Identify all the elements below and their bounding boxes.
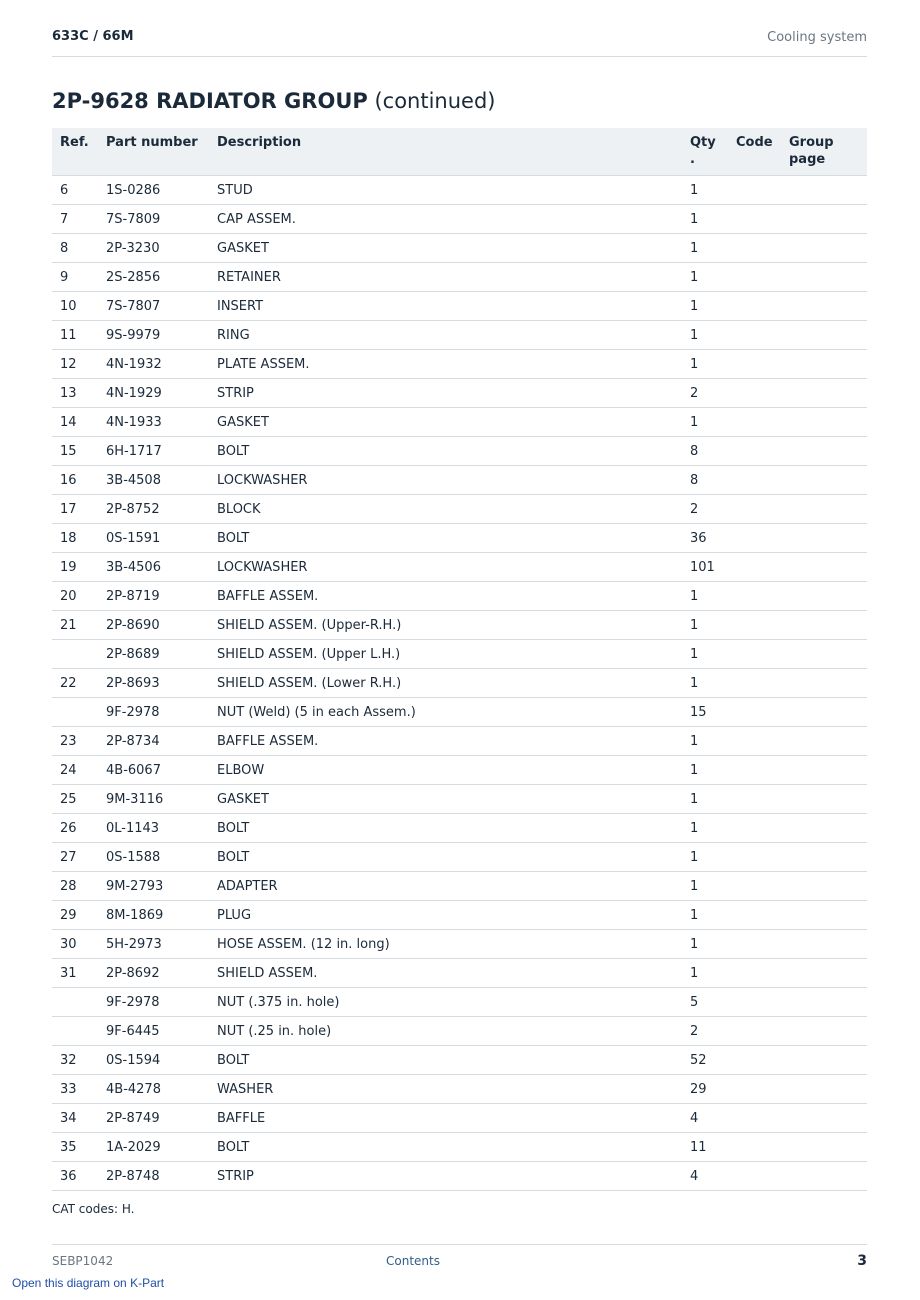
cell-part-number: 9M-2793: [98, 872, 209, 901]
cell-ref: 36: [52, 1162, 98, 1191]
cell-qty: 4: [682, 1104, 728, 1133]
cell-description: RING: [209, 321, 682, 350]
cell-group-page: [781, 176, 867, 205]
parts-table: [52, 128, 867, 1191]
cell-description: SHIELD ASSEM. (Upper L.H.): [209, 640, 682, 669]
cell-description: BOLT: [209, 437, 682, 466]
table-row: [52, 901, 867, 930]
cell-code: [728, 785, 781, 814]
cell-qty: 1: [682, 292, 728, 321]
cell-qty: 8: [682, 466, 728, 495]
cell-qty: 36: [682, 524, 728, 553]
cell-part-number: 7S-7807: [98, 292, 209, 321]
cell-description: GASKET: [209, 234, 682, 263]
cell-group-page: [781, 1104, 867, 1133]
cell-part-number: 0S-1591: [98, 524, 209, 553]
cell-description: BAFFLE ASSEM.: [209, 727, 682, 756]
cell-qty: 5: [682, 988, 728, 1017]
cell-qty: 1: [682, 843, 728, 872]
cell-group-page: [781, 1075, 867, 1104]
cell-ref: 30: [52, 930, 98, 959]
cell-qty: 1: [682, 350, 728, 379]
cell-ref: 22: [52, 669, 98, 698]
cell-description: STRIP: [209, 379, 682, 408]
cell-part-number: 0S-1588: [98, 843, 209, 872]
cell-ref: 11: [52, 321, 98, 350]
cell-code: [728, 205, 781, 234]
document-id: SEBP1042: [52, 1254, 114, 1268]
cell-code: [728, 292, 781, 321]
cell-group-page: [781, 379, 867, 408]
cell-qty: 1: [682, 756, 728, 785]
cell-code: [728, 437, 781, 466]
cell-ref: 20: [52, 582, 98, 611]
table-row: [52, 263, 867, 292]
cell-qty: 1: [682, 234, 728, 263]
cell-qty: 15: [682, 698, 728, 727]
cell-description: PLUG: [209, 901, 682, 930]
cell-ref: 21: [52, 611, 98, 640]
cell-group-page: [781, 843, 867, 872]
cell-code: [728, 234, 781, 263]
cell-qty: 1: [682, 669, 728, 698]
cell-group-page: [781, 814, 867, 843]
table-row: [52, 785, 867, 814]
cell-ref: 32: [52, 1046, 98, 1075]
cell-code: [728, 350, 781, 379]
table-header-row: [52, 128, 867, 176]
cell-ref: 29: [52, 901, 98, 930]
cell-part-number: 1A-2029: [98, 1133, 209, 1162]
cell-ref: 26: [52, 814, 98, 843]
cell-ref: [52, 698, 98, 727]
cell-description: STUD: [209, 176, 682, 205]
cell-description: INSERT: [209, 292, 682, 321]
cell-qty: 1: [682, 263, 728, 292]
cell-group-page: [781, 321, 867, 350]
cell-part-number: 2P-8748: [98, 1162, 209, 1191]
kpart-diagram-link[interactable]: Open this diagram on K-Part: [12, 1276, 165, 1290]
cell-part-number: 4N-1929: [98, 379, 209, 408]
cell-qty: 1: [682, 872, 728, 901]
cell-part-number: 8M-1869: [98, 901, 209, 930]
cell-group-page: [781, 553, 867, 582]
page-footer: [52, 1244, 867, 1275]
cell-ref: 34: [52, 1104, 98, 1133]
cell-code: [728, 524, 781, 553]
table-row: [52, 727, 867, 756]
cell-description: BAFFLE ASSEM.: [209, 582, 682, 611]
cell-qty: 1: [682, 205, 728, 234]
cell-ref: 35: [52, 1133, 98, 1162]
cell-part-number: 0L-1143: [98, 814, 209, 843]
section-label: Cooling system: [767, 30, 867, 45]
cell-description: SHIELD ASSEM. (Lower R.H.): [209, 669, 682, 698]
cell-qty: 1: [682, 176, 728, 205]
table-row: [52, 495, 867, 524]
cell-part-number: 0S-1594: [98, 1046, 209, 1075]
cell-group-page: [781, 1162, 867, 1191]
cell-part-number: 2P-8692: [98, 959, 209, 988]
cell-group-page: [781, 205, 867, 234]
cell-qty: 101: [682, 553, 728, 582]
cell-ref: 13: [52, 379, 98, 408]
cell-group-page: [781, 524, 867, 553]
col-header-group-page-label: Group page: [789, 135, 834, 167]
cell-group-page: [781, 1133, 867, 1162]
table-row: [52, 408, 867, 437]
table-row: [52, 959, 867, 988]
table-row: [52, 292, 867, 321]
cell-part-number: 2P-8749: [98, 1104, 209, 1133]
cell-part-number: 2P-8719: [98, 582, 209, 611]
cell-description: GASKET: [209, 785, 682, 814]
cell-part-number: 9S-9979: [98, 321, 209, 350]
col-header-qty-label: Qty .: [690, 135, 716, 167]
cell-group-page: [781, 959, 867, 988]
cell-qty: 8: [682, 437, 728, 466]
cell-group-page: [781, 640, 867, 669]
col-header-ref: Ref.: [52, 128, 98, 176]
table-row: [52, 843, 867, 872]
cell-part-number: 9F-6445: [98, 1017, 209, 1046]
cell-code: [728, 1075, 781, 1104]
cell-description: NUT (.25 in. hole): [209, 1017, 682, 1046]
cell-qty: 29: [682, 1075, 728, 1104]
cell-code: [728, 1104, 781, 1133]
cell-description: ELBOW: [209, 756, 682, 785]
cell-part-number: 7S-7809: [98, 205, 209, 234]
cell-code: [728, 901, 781, 930]
cell-group-page: [781, 1017, 867, 1046]
cell-ref: 24: [52, 756, 98, 785]
table-row: [52, 553, 867, 582]
cell-group-page: [781, 611, 867, 640]
cell-description: BOLT: [209, 1046, 682, 1075]
cell-part-number: 4B-6067: [98, 756, 209, 785]
cell-group-page: [781, 234, 867, 263]
table-row: [52, 1075, 867, 1104]
cell-description: STRIP: [209, 1162, 682, 1191]
title-suffix: (continued): [374, 89, 496, 113]
table-row: [52, 205, 867, 234]
cell-description: ADAPTER: [209, 872, 682, 901]
cell-qty: 1: [682, 640, 728, 669]
cell-description: BOLT: [209, 843, 682, 872]
col-header-qty: [682, 128, 728, 176]
cell-code: [728, 379, 781, 408]
page-number: 3: [857, 1253, 867, 1269]
cell-description: WASHER: [209, 1075, 682, 1104]
cell-code: [728, 466, 781, 495]
cat-codes: CAT codes: H.: [52, 1202, 135, 1216]
cell-ref: [52, 988, 98, 1017]
cell-part-number: 2P-8734: [98, 727, 209, 756]
cell-code: [728, 495, 781, 524]
cell-description: HOSE ASSEM. (12 in. long): [209, 930, 682, 959]
table-row: [52, 1162, 867, 1191]
cell-part-number: 9F-2978: [98, 988, 209, 1017]
cell-code: [728, 1046, 781, 1075]
cell-group-page: [781, 988, 867, 1017]
cell-ref: 10: [52, 292, 98, 321]
cell-description: BOLT: [209, 814, 682, 843]
cell-code: [728, 1162, 781, 1191]
cell-ref: [52, 640, 98, 669]
cell-group-page: [781, 901, 867, 930]
cell-ref: 14: [52, 408, 98, 437]
cell-qty: 2: [682, 1017, 728, 1046]
cell-ref: 23: [52, 727, 98, 756]
cell-part-number: 2S-2856: [98, 263, 209, 292]
table-row: [52, 698, 867, 727]
table-row: [52, 379, 867, 408]
cell-code: [728, 959, 781, 988]
table-row: [52, 640, 867, 669]
cell-group-page: [781, 727, 867, 756]
cell-ref: 31: [52, 959, 98, 988]
cell-qty: 1: [682, 408, 728, 437]
cell-part-number: 4N-1933: [98, 408, 209, 437]
cell-qty: 2: [682, 379, 728, 408]
cell-part-number: 2P-8689: [98, 640, 209, 669]
cell-code: [728, 698, 781, 727]
cell-group-page: [781, 437, 867, 466]
cell-code: [728, 756, 781, 785]
table-row: [52, 350, 867, 379]
cell-description: LOCKWASHER: [209, 553, 682, 582]
table-row: [52, 669, 867, 698]
cell-description: LOCKWASHER: [209, 466, 682, 495]
cell-code: [728, 408, 781, 437]
cell-part-number: 2P-8752: [98, 495, 209, 524]
cell-ref: [52, 1017, 98, 1046]
table-row: [52, 524, 867, 553]
cell-part-number: 2P-8693: [98, 669, 209, 698]
col-header-group-page: [781, 128, 867, 176]
table-row: [52, 582, 867, 611]
cell-group-page: [781, 930, 867, 959]
cell-code: [728, 1133, 781, 1162]
cell-ref: 6: [52, 176, 98, 205]
table-row: [52, 437, 867, 466]
table-row: [52, 1133, 867, 1162]
cell-part-number: 5H-2973: [98, 930, 209, 959]
contents-link[interactable]: Contents: [386, 1254, 440, 1268]
cell-ref: 25: [52, 785, 98, 814]
cell-ref: 19: [52, 553, 98, 582]
table-row: [52, 234, 867, 263]
table-row: [52, 1017, 867, 1046]
cell-ref: 16: [52, 466, 98, 495]
cell-qty: 1: [682, 814, 728, 843]
table-row: [52, 930, 867, 959]
cell-ref: 8: [52, 234, 98, 263]
table-row: [52, 1046, 867, 1075]
cell-description: GASKET: [209, 408, 682, 437]
cell-part-number: 3B-4508: [98, 466, 209, 495]
table-row: [52, 814, 867, 843]
cell-group-page: [781, 466, 867, 495]
cell-ref: 12: [52, 350, 98, 379]
cell-code: [728, 930, 781, 959]
cell-ref: 9: [52, 263, 98, 292]
cell-ref: 15: [52, 437, 98, 466]
cell-qty: 1: [682, 727, 728, 756]
cell-description: SHIELD ASSEM.: [209, 959, 682, 988]
cell-qty: 2: [682, 495, 728, 524]
cell-ref: 28: [52, 872, 98, 901]
cell-group-page: [781, 669, 867, 698]
table-row: [52, 756, 867, 785]
cell-description: BOLT: [209, 524, 682, 553]
cell-qty: 4: [682, 1162, 728, 1191]
cell-description: BAFFLE: [209, 1104, 682, 1133]
cell-qty: 1: [682, 611, 728, 640]
cell-code: [728, 669, 781, 698]
table-row: [52, 872, 867, 901]
table-row: [52, 176, 867, 205]
cell-description: NUT (.375 in. hole): [209, 988, 682, 1017]
cell-description: RETAINER: [209, 263, 682, 292]
cell-description: BLOCK: [209, 495, 682, 524]
cell-part-number: 9M-3116: [98, 785, 209, 814]
cell-qty: 1: [682, 930, 728, 959]
cell-description: NUT (Weld) (5 in each Assem.): [209, 698, 682, 727]
page-title: [52, 89, 495, 113]
cell-group-page: [781, 785, 867, 814]
cell-code: [728, 843, 781, 872]
cell-qty: 1: [682, 785, 728, 814]
cell-code: [728, 582, 781, 611]
cell-group-page: [781, 350, 867, 379]
cell-group-page: [781, 872, 867, 901]
cell-code: [728, 611, 781, 640]
cell-code: [728, 872, 781, 901]
cell-group-page: [781, 582, 867, 611]
cell-qty: 1: [682, 321, 728, 350]
cell-description: BOLT: [209, 1133, 682, 1162]
cell-group-page: [781, 1046, 867, 1075]
col-header-code: Code: [728, 128, 781, 176]
table-row: [52, 321, 867, 350]
parts-table-body: [52, 176, 867, 1191]
cell-description: SHIELD ASSEM. (Upper-R.H.): [209, 611, 682, 640]
cell-group-page: [781, 756, 867, 785]
cell-ref: 7: [52, 205, 98, 234]
model-label: 633C / 66M: [52, 29, 134, 44]
cell-group-page: [781, 408, 867, 437]
cell-description: PLATE ASSEM.: [209, 350, 682, 379]
cell-code: [728, 640, 781, 669]
cell-code: [728, 988, 781, 1017]
cell-group-page: [781, 698, 867, 727]
cell-qty: 1: [682, 901, 728, 930]
cell-part-number: 2P-3230: [98, 234, 209, 263]
cell-part-number: 9F-2978: [98, 698, 209, 727]
cell-group-page: [781, 495, 867, 524]
cell-part-number: 2P-8690: [98, 611, 209, 640]
table-row: [52, 1104, 867, 1133]
cell-group-page: [781, 263, 867, 292]
cell-description: CAP ASSEM.: [209, 205, 682, 234]
cell-code: [728, 321, 781, 350]
cell-part-number: 4N-1932: [98, 350, 209, 379]
cell-code: [728, 263, 781, 292]
table-row: [52, 988, 867, 1017]
cell-qty: 1: [682, 959, 728, 988]
cell-ref: 33: [52, 1075, 98, 1104]
cell-code: [728, 176, 781, 205]
cell-qty: 11: [682, 1133, 728, 1162]
cell-code: [728, 727, 781, 756]
cell-code: [728, 814, 781, 843]
cell-code: [728, 553, 781, 582]
cell-part-number: 1S-0286: [98, 176, 209, 205]
cell-code: [728, 1017, 781, 1046]
cell-qty: 1: [682, 582, 728, 611]
group-title: 2P-9628 RADIATOR GROUP: [52, 89, 368, 113]
cell-group-page: [781, 292, 867, 321]
table-row: [52, 611, 867, 640]
cell-part-number: 6H-1717: [98, 437, 209, 466]
cell-qty: 52: [682, 1046, 728, 1075]
cell-part-number: 3B-4506: [98, 553, 209, 582]
cell-ref: 17: [52, 495, 98, 524]
page-header: [52, 29, 867, 57]
cell-part-number: 4B-4278: [98, 1075, 209, 1104]
table-row: [52, 466, 867, 495]
cell-ref: 18: [52, 524, 98, 553]
col-header-part-number: Part number: [98, 128, 209, 176]
cell-ref: 27: [52, 843, 98, 872]
col-header-description: Description: [209, 128, 682, 176]
